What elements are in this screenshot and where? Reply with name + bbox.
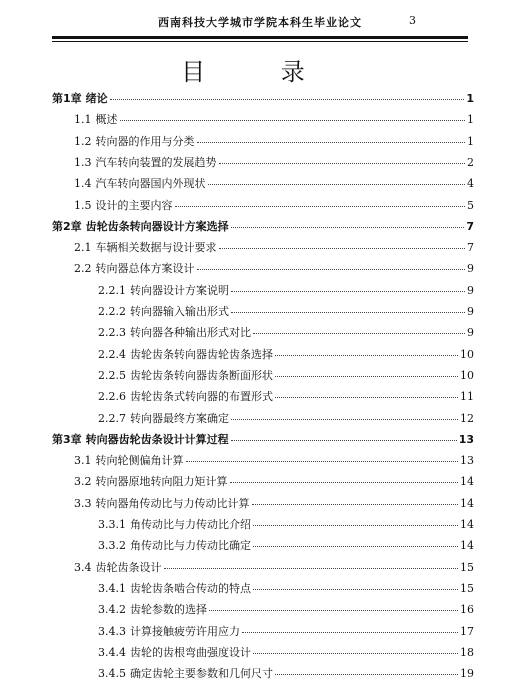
toc-entry-page: 1 [466, 92, 474, 105]
toc-entry-page: 12 [460, 411, 474, 425]
toc-entry-number: 3.4.2 [98, 603, 126, 617]
toc-dot-leader [175, 206, 466, 207]
toc-entry[interactable] [74, 561, 474, 575]
toc-entry[interactable] [98, 539, 474, 553]
toc-entry-page: 14 [460, 475, 474, 489]
toc-entry[interactable] [98, 646, 474, 660]
toc-entry[interactable] [74, 497, 474, 511]
toc-dot-leader [231, 440, 457, 441]
toc-entry-number: 1.5 [74, 198, 92, 212]
toc-entry[interactable] [52, 433, 474, 447]
toc-entry-title: 转向器角传动比与力传动比计算 [95, 496, 250, 510]
toc-entry[interactable] [98, 582, 474, 596]
toc-entry-title: 齿轮齿条转向器齿轮齿条选择 [130, 347, 273, 361]
toc-dot-leader [275, 674, 458, 675]
toc-entry-number: 1.4 [74, 177, 92, 191]
toc-entry-title: 转向器输入输出形式 [130, 305, 229, 318]
toc-title: 目 录 [181, 58, 339, 86]
toc-dot-leader [209, 610, 458, 611]
toc-entry-number: 2.2.6 [98, 390, 126, 404]
toc-entry-number: 2.1 [74, 241, 92, 255]
toc-dot-leader [242, 632, 458, 633]
toc-entry-page: 16 [460, 603, 474, 617]
toc-entry-page: 14 [460, 518, 474, 531]
toc-dot-leader [253, 333, 465, 334]
toc-dot-leader [253, 546, 458, 547]
toc-entry-number: 第1章 [52, 92, 82, 105]
toc-entry-title: 转向器的作用与分类 [95, 134, 195, 148]
header-rule-thin [52, 41, 468, 42]
toc-entry[interactable] [74, 199, 474, 213]
toc-entry[interactable] [98, 390, 474, 404]
toc-entry[interactable] [98, 305, 474, 319]
toc-entry-title: 齿轮的齿根弯曲强度设计 [130, 645, 251, 659]
toc-entry-number: 2.2.5 [98, 368, 126, 382]
toc-entry-title: 绪论 [85, 92, 108, 105]
toc-dot-leader [231, 227, 465, 228]
toc-entry[interactable] [98, 667, 474, 681]
toc-entry-title: 齿轮齿条式转向器的布置形式 [130, 390, 273, 404]
toc-entry-title: 转向器设计方案说明 [130, 283, 229, 297]
toc-dot-leader [253, 525, 458, 526]
header-page-number: 3 [409, 14, 416, 27]
toc-entry-title: 车辆相关数据与设计要求 [95, 241, 217, 255]
toc-entry-page: 10 [460, 347, 474, 361]
toc-entry-title: 转向器各种输出形式对比 [130, 326, 251, 340]
toc-entry-title: 汽车转向装置的发展趋势 [95, 155, 217, 169]
toc-dot-leader [252, 504, 459, 505]
toc-entry-page: 15 [460, 581, 474, 595]
header-rule-thick [52, 36, 468, 39]
toc-entry[interactable] [52, 220, 474, 234]
toc-entry-page: 7 [466, 219, 474, 233]
toc-entry-number: 3.4.5 [98, 667, 126, 681]
toc-entry[interactable] [74, 241, 474, 255]
toc-entry-number: 2.2.3 [98, 326, 126, 340]
toc-entry-title: 角传动比与力传动比确定 [130, 539, 251, 553]
toc-entry-title: 齿轮齿条转向器齿条断面形状 [130, 368, 273, 382]
toc-entry-number: 2.2.4 [98, 347, 126, 361]
page-header [52, 14, 468, 32]
toc-entry[interactable] [98, 326, 474, 340]
toc-entry[interactable] [74, 156, 474, 170]
toc-entry[interactable] [74, 262, 474, 276]
toc-entry[interactable] [98, 603, 474, 617]
toc-entry-page: 1 [467, 134, 474, 148]
toc-dot-leader [219, 248, 466, 249]
toc-entry[interactable] [98, 348, 474, 362]
toc-dot-leader [164, 568, 459, 569]
toc-entry-page: 17 [460, 624, 474, 638]
toc-entry-page: 9 [467, 262, 474, 276]
toc-entry-title: 设计的主要内容 [95, 198, 173, 212]
toc-entry-title: 转向器总体方案设计 [95, 262, 195, 276]
toc-dot-leader [219, 163, 466, 164]
toc-entry-title: 转向轮侧偏角计算 [95, 454, 184, 468]
toc-dot-leader [120, 120, 466, 121]
toc-entry-page: 9 [467, 326, 474, 340]
toc-entry-title: 齿轮齿条设计 [95, 560, 162, 574]
toc-dot-leader [197, 269, 466, 270]
toc-entry-page: 14 [460, 539, 474, 553]
toc-dot-leader [197, 142, 466, 143]
toc-entry[interactable] [98, 369, 474, 383]
toc-entry-number: 1.1 [74, 113, 92, 127]
toc-entry-page: 13 [460, 454, 474, 468]
toc-entry-page: 18 [460, 645, 474, 659]
toc-entry-number: 2.2 [74, 262, 92, 276]
header-title: 西南科技大学城市学院本科生毕业论文 [158, 16, 362, 29]
toc-entry[interactable] [74, 113, 474, 127]
toc-dot-leader [275, 397, 458, 398]
toc-entry-number: 第2章 [52, 219, 82, 233]
toc-entry[interactable] [74, 135, 474, 149]
toc-entry-page: 9 [467, 305, 474, 318]
toc-entry-number: 2.2.2 [98, 305, 126, 318]
toc-entry-number: 3.3.2 [98, 539, 126, 553]
toc-entry[interactable] [74, 177, 474, 191]
toc-entry[interactable] [98, 518, 474, 532]
toc-entry-page: 7 [467, 241, 474, 255]
toc-entry-page: 9 [467, 283, 474, 297]
toc-entry-page: 5 [467, 198, 474, 212]
toc-entry-page: 10 [460, 368, 474, 382]
toc-dot-leader [231, 312, 465, 313]
toc-entry-title: 转向器最终方案确定 [130, 411, 229, 425]
toc-entry-number: 3.3 [74, 496, 92, 510]
toc-entry[interactable] [98, 625, 474, 639]
toc-entry-title: 确定齿轮主要参数和几何尺寸 [130, 667, 273, 681]
toc-entry-number: 3.4.3 [98, 624, 126, 638]
toc-entry[interactable] [52, 92, 474, 106]
toc-entry-number: 3.4.4 [98, 645, 126, 659]
toc-entry-number: 第3章 [52, 432, 82, 446]
toc-entry[interactable] [98, 412, 474, 426]
toc-entry-number: 3.1 [74, 454, 92, 468]
toc-entry-page: 11 [460, 390, 474, 404]
toc-dot-leader [253, 589, 458, 590]
toc-entry-number: 3.2 [74, 475, 92, 489]
toc-entry-number: 2.2.1 [98, 283, 126, 297]
toc-dot-leader [230, 482, 459, 483]
toc-entry-title: 转向器齿轮齿条设计计算过程 [85, 432, 229, 446]
toc-entry-title: 齿轮齿条啮合传动的特点 [130, 581, 251, 595]
toc-entry-page: 15 [460, 560, 474, 574]
toc-entry-title: 角传动比与力传动比介绍 [130, 518, 251, 531]
toc-entry-title: 汽车转向器国内外现状 [95, 177, 206, 191]
toc-entry-number: 1.3 [74, 155, 92, 169]
toc-entry-page: 14 [460, 496, 474, 510]
toc-dot-leader [231, 419, 458, 420]
toc-entry-title: 概述 [95, 113, 118, 127]
toc-entry-number: 3.3.1 [98, 518, 126, 531]
toc-dot-leader [275, 376, 458, 377]
toc-dot-leader [231, 291, 465, 292]
toc-entry-title: 计算接触疲劳许用应力 [130, 624, 240, 638]
toc-dot-leader [275, 355, 458, 356]
toc-entry[interactable] [98, 284, 474, 298]
toc-entry-page: 4 [467, 177, 474, 191]
toc-entry-title: 齿轮参数的选择 [130, 603, 207, 617]
toc-entry-page: 1 [467, 113, 474, 127]
toc-entry[interactable] [74, 475, 474, 489]
toc-entry-number: 1.2 [74, 134, 92, 148]
toc-entry-number: 3.4.1 [98, 581, 126, 595]
toc-dot-leader [253, 653, 458, 654]
toc-dot-leader [186, 461, 459, 462]
toc-entry-page: 2 [467, 155, 474, 169]
toc-entry-number: 2.2.7 [98, 411, 126, 425]
toc-entry-title: 齿轮齿条转向器设计方案选择 [85, 219, 229, 233]
toc-entry-page: 19 [460, 667, 474, 681]
toc-dot-leader [110, 99, 465, 100]
toc-entry-page: 13 [458, 432, 474, 446]
toc-entry[interactable] [74, 454, 474, 468]
toc-entry-number: 3.4 [74, 560, 92, 574]
toc-dot-leader [208, 184, 466, 185]
toc-entry-title: 转向器原地转向阻力矩计算 [95, 475, 228, 489]
